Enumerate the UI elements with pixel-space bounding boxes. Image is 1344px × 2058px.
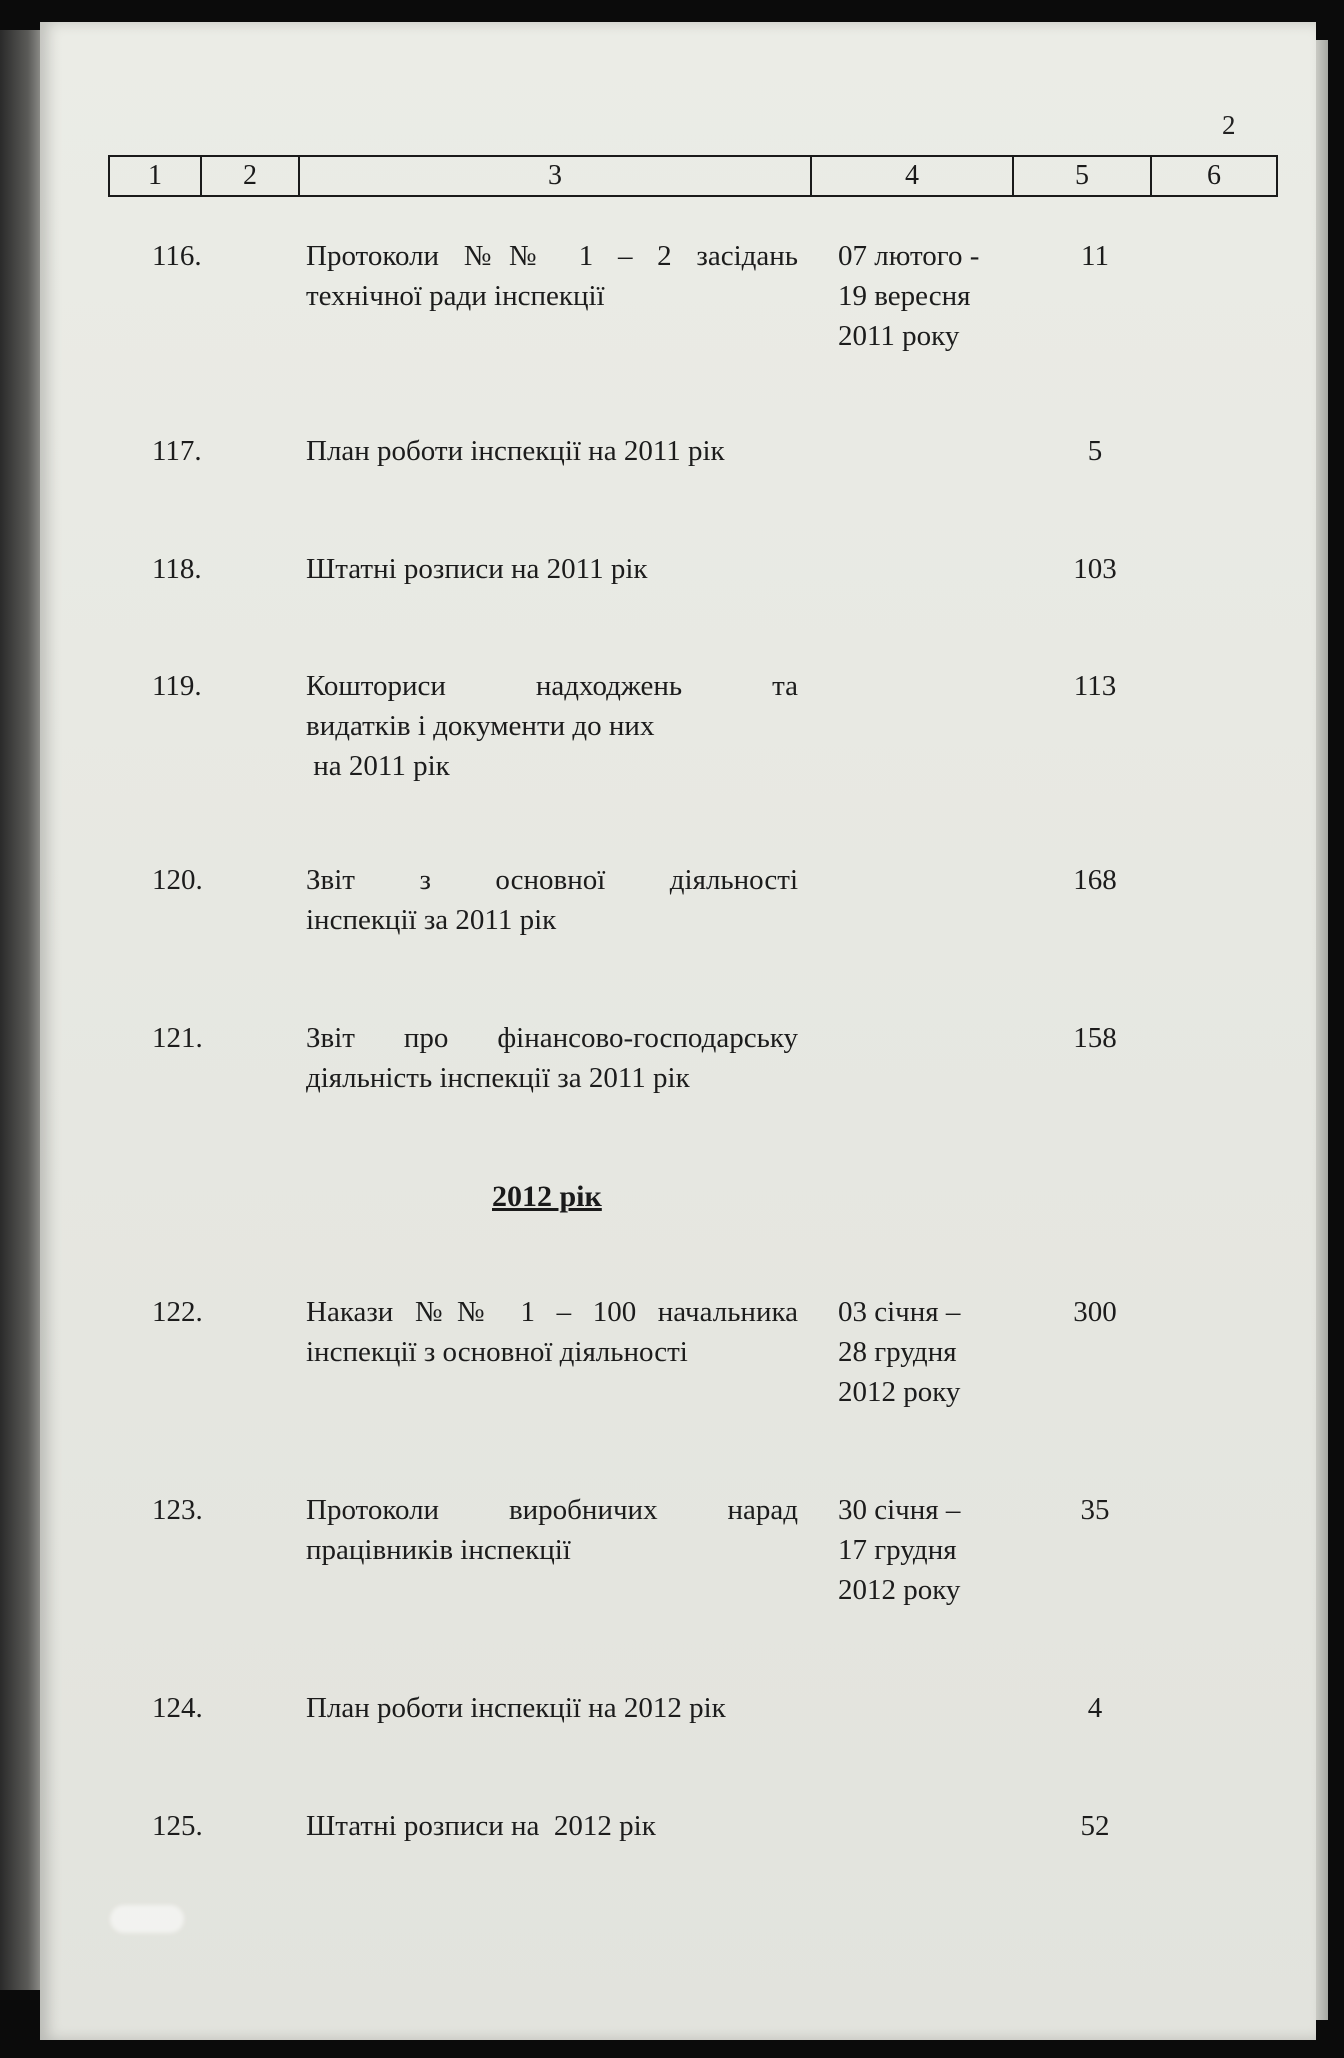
entry-page-count: 11	[1081, 240, 1109, 272]
entry-date-line: 07 лютого -	[838, 240, 980, 272]
entry-title-line: План роботи інспекції на 2011 рік	[306, 435, 725, 467]
entry-page-count: 113	[1073, 670, 1117, 702]
entry-title-line: працівників інспекції	[306, 1534, 571, 1566]
entry-page-count: 168	[1073, 864, 1117, 896]
entry-number: 121.	[152, 1022, 203, 1054]
column-header-5: 5	[1013, 156, 1151, 196]
entry-title	[306, 236, 798, 316]
entry-title-line: Кошториси надходжень та	[306, 670, 798, 702]
entry-title-line: Звіт з основної діяльності	[306, 864, 798, 896]
column-header-table	[108, 155, 1278, 197]
entry-number: 116.	[152, 240, 202, 272]
column-header-6: 6	[1151, 156, 1277, 196]
entry-title	[306, 1806, 798, 1846]
entry-title	[306, 431, 798, 471]
entry-dates	[838, 1490, 998, 1610]
entry-date-line: 28 грудня	[838, 1336, 957, 1368]
entry-date-line: 03 січня –	[838, 1296, 961, 1328]
entry-dates	[838, 1292, 998, 1412]
column-header-3: 3	[299, 156, 811, 196]
entry-title	[306, 549, 798, 589]
entry-page-count: 158	[1073, 1022, 1117, 1054]
entry-number: 122.	[152, 1296, 203, 1328]
entry-title-line: Звіт про фінансово-господарську	[306, 1022, 798, 1054]
entry-number: 118.	[152, 553, 202, 585]
entry-page-count: 103	[1073, 553, 1117, 585]
entry-title-line: видатків і документи до них	[306, 710, 655, 742]
entry-page-count: 300	[1073, 1296, 1117, 1328]
entry-page-count: 5	[1087, 435, 1103, 467]
entry-date-line: 2011 року	[838, 320, 960, 352]
entry-number: 119.	[152, 670, 202, 702]
paper-smudge	[110, 1905, 184, 1933]
entry-title	[306, 1490, 798, 1570]
entry-title-line: Накази №№ 1 – 100 начальника	[306, 1296, 798, 1328]
entry-title-line: технічної ради інспекції	[306, 280, 605, 312]
column-header-2: 2	[201, 156, 299, 196]
entry-date-line: 2012 року	[838, 1376, 961, 1408]
entry-number: 123.	[152, 1494, 203, 1526]
entry-title-line: Протоколи виробничих нарад	[306, 1494, 798, 1526]
column-header-4: 4	[811, 156, 1013, 196]
entry-date-line: 30 січня –	[838, 1494, 961, 1526]
page-number: 2	[1222, 110, 1236, 140]
entry-number: 120.	[152, 864, 203, 896]
entry-title-line: діяльність інспекції за 2011 рік	[306, 1062, 690, 1094]
entry-title-line: інспекції з основної діяльності	[306, 1336, 688, 1368]
entry-title	[306, 1018, 798, 1098]
entry-date-line: 17 грудня	[838, 1534, 957, 1566]
entry-title-line: Протоколи №№ 1 – 2 засідань	[306, 240, 798, 272]
entry-title-line: на 2011 рік	[306, 750, 450, 782]
entry-number: 117.	[152, 435, 202, 467]
entry-page-count: 4	[1087, 1692, 1103, 1724]
year-heading: 2012 рік	[492, 1180, 602, 1213]
entry-page-count: 35	[1080, 1494, 1110, 1526]
entry-dates	[838, 236, 998, 356]
entry-title-line: Штатні розписи на 2011 рік	[306, 553, 648, 585]
entry-page-count: 52	[1080, 1810, 1110, 1842]
entry-date-line: 2012 року	[838, 1574, 961, 1606]
page-edge	[1316, 40, 1328, 2020]
entry-number: 124.	[152, 1692, 203, 1724]
entry-title	[306, 1292, 798, 1372]
column-header-row	[109, 156, 1277, 196]
column-header-1: 1	[109, 156, 201, 196]
entry-title	[306, 1688, 798, 1728]
entry-title	[306, 666, 798, 786]
entry-title-line: Штатні розписи на 2012 рік	[306, 1810, 656, 1842]
entry-title-line: інспекції за 2011 рік	[306, 904, 557, 936]
entry-title-line: План роботи інспекції на 2012 рік	[306, 1692, 726, 1724]
entry-title	[306, 860, 798, 940]
entry-date-line: 19 вересня	[838, 280, 971, 312]
entry-number: 125.	[152, 1810, 203, 1842]
binding-edge	[0, 30, 40, 1990]
